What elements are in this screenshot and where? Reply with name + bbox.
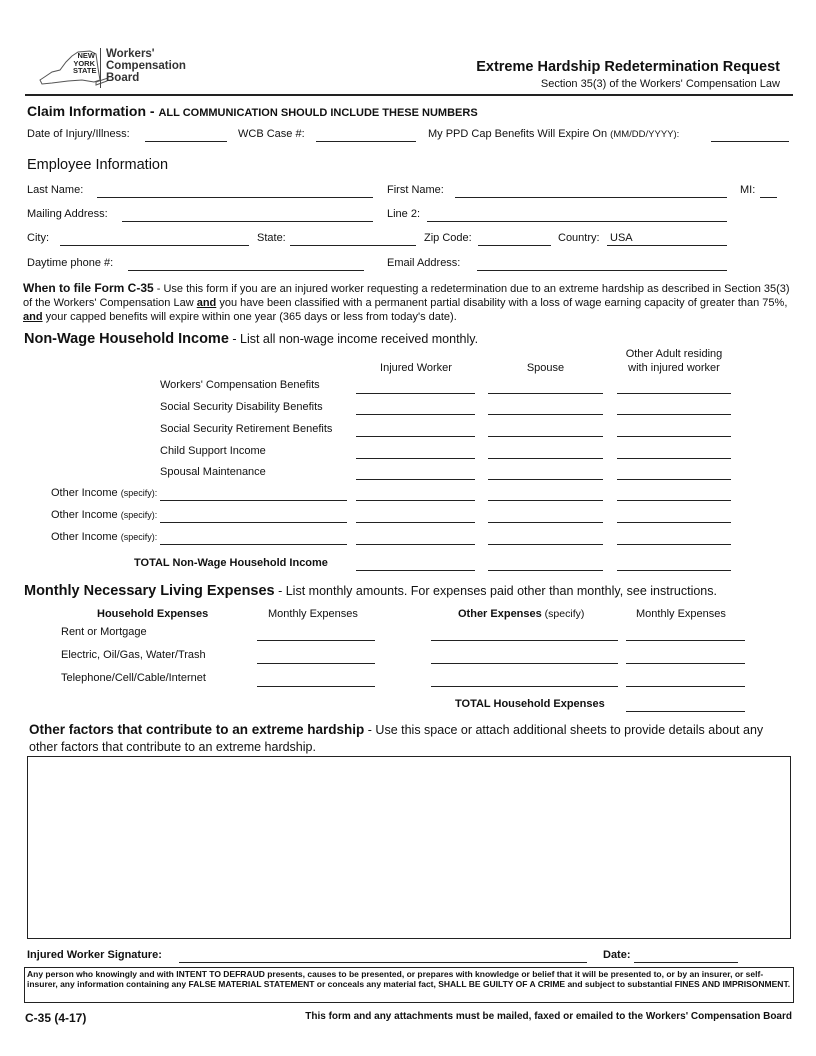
email-label: Email Address: — [387, 257, 461, 269]
mi-field[interactable] — [760, 197, 777, 198]
expense-row-label: Telephone/Cell/Cable/Internet — [61, 672, 206, 684]
monthly-expense-field[interactable] — [257, 663, 375, 664]
form-subtitle: Section 35(3) of the Workers' Compensation Law — [540, 78, 780, 90]
income-amount-field-spouse[interactable] — [488, 436, 603, 437]
col-other-expenses: Other Expenses (specify) — [458, 608, 585, 620]
signature-field[interactable] — [179, 962, 587, 963]
expense-row-label: Electric, Oil/Gas, Water/Trash — [61, 649, 206, 661]
first-name-field[interactable] — [455, 197, 727, 198]
logo-agency-line: Compensation — [106, 60, 186, 72]
income-amount-field-injured-worker[interactable] — [356, 500, 475, 501]
last-name-label: Last Name: — [27, 184, 84, 196]
expenses-section-heading: Monthly Necessary Living Expenses - List monthly amounts. For expenses paid other than monthly, see instructions. — [24, 583, 717, 599]
income-section-heading: Non-Wage Household Income - List all non-wage income received monthly. — [24, 331, 479, 347]
total-non-wage-income-label: TOTAL Non-Wage Household Income — [134, 557, 328, 569]
other-expense-specify-field[interactable] — [431, 686, 618, 687]
email-field[interactable] — [477, 270, 727, 271]
other-income-label: Other Income (specify): — [51, 531, 158, 543]
logo-state-line: YORK — [73, 58, 95, 68]
expense-row-label: Rent or Mortgage — [61, 626, 147, 638]
total-household-expenses-label: TOTAL Household Expenses — [455, 698, 605, 710]
income-amount-field-spouse[interactable] — [488, 479, 603, 480]
income-amount-field-injured-worker[interactable] — [356, 479, 475, 480]
form-title: Extreme Hardship Redetermination Request — [476, 59, 780, 75]
income-amount-field-injured-worker[interactable] — [356, 393, 475, 394]
col-other-adult: Other Adult residing with injured worker — [625, 348, 723, 374]
signature-label: Injured Worker Signature: — [27, 949, 162, 961]
income-amount-field-injured-worker[interactable] — [356, 570, 475, 571]
income-amount-field-other-adult[interactable] — [617, 414, 731, 415]
last-name-field[interactable] — [97, 197, 373, 198]
logo-agency-line: Board — [106, 72, 140, 84]
fraud-notice-text: Any person who knowingly and with INTENT TO DEFRAUD presents, causes to be presented, or prepares with knowledge or belief that it will be presented to, or by an insurer, or self-insurer, any information containing any FALSE MATERIAL STATEMENT or conceals any material fact, SHALL BE GUILTY OF A CRIME and subject to substantial FINES AND IMPRISONMENT. — [27, 969, 791, 989]
country-field[interactable] — [607, 245, 727, 246]
income-amount-field-spouse[interactable] — [488, 522, 603, 523]
nys-logo — [38, 48, 198, 94]
signature-date-label: Date: — [603, 949, 631, 961]
income-amount-field-other-adult[interactable] — [617, 500, 731, 501]
income-amount-field-injured-worker[interactable] — [356, 436, 475, 437]
other-expense-specify-field[interactable] — [431, 663, 618, 664]
col-injured-worker: Injured Worker — [380, 362, 452, 374]
income-amount-field-injured-worker[interactable] — [356, 522, 475, 523]
when-to-file-paragraph: When to file Form C-35 - Use this form if you are an injured worker requesting a redetermination due to an extreme hardship as described in Section 35(3) of the Workers' Compensation Law and you have been classified with a permanent partial disability with a loss of wage earning capacity of greater than 75%, and your capped benefits will expire within one year (365 days or less from today's date). — [23, 281, 790, 323]
state-field[interactable] — [290, 245, 416, 246]
income-amount-field-other-adult[interactable] — [617, 522, 731, 523]
form-id: C-35 (4-17) — [25, 1011, 87, 1025]
other-income-specify-field[interactable] — [160, 544, 347, 545]
date-of-injury-field[interactable] — [145, 141, 227, 142]
income-amount-field-other-adult[interactable] — [617, 479, 731, 480]
income-row-label: Social Security Retirement Benefits — [160, 423, 333, 435]
daytime-phone-field[interactable] — [128, 270, 364, 271]
income-amount-field-other-adult[interactable] — [617, 393, 731, 394]
income-amount-field-spouse[interactable] — [488, 500, 603, 501]
footer-note: This form and any attachments must be mailed, faxed or emailed to the Workers' Compensation Board — [305, 1011, 792, 1022]
header-rule — [25, 94, 793, 96]
income-amount-field-injured-worker[interactable] — [356, 414, 475, 415]
income-amount-field-spouse[interactable] — [488, 544, 603, 545]
line-2-label: Line 2: — [387, 208, 421, 220]
income-amount-field-spouse[interactable] — [488, 458, 603, 459]
country-value[interactable]: USA — [610, 232, 633, 244]
income-amount-field-other-adult[interactable] — [617, 570, 731, 571]
other-income-specify-field[interactable] — [160, 522, 347, 523]
mailing-address-field[interactable] — [122, 221, 373, 222]
monthly-expense-field[interactable] — [257, 640, 375, 641]
logo-agency-line: Workers' — [106, 48, 155, 60]
other-income-label: Other Income (specify): — [51, 487, 158, 499]
state-label: State: — [257, 232, 286, 244]
income-amount-field-injured-worker[interactable] — [356, 544, 475, 545]
total-household-expenses-field[interactable] — [626, 711, 745, 712]
logo-state-line: STATE — [73, 66, 97, 75]
fraud-notice-box — [24, 967, 794, 1003]
monthly-expense-field[interactable] — [257, 686, 375, 687]
other-monthly-expense-field[interactable] — [626, 663, 745, 664]
first-name-label: First Name: — [387, 184, 444, 196]
factors-section-heading: Other factors that contribute to an extreme hardship - Use this space or attach additional sheets to provide details about any other factors that contribute to an extreme hardship. — [29, 722, 764, 754]
zip-code-label: Zip Code: — [424, 232, 472, 244]
income-amount-field-injured-worker[interactable] — [356, 458, 475, 459]
income-amount-field-spouse[interactable] — [488, 414, 603, 415]
mi-label: MI: — [740, 184, 756, 196]
income-amount-field-other-adult[interactable] — [617, 458, 731, 459]
other-income-specify-field[interactable] — [160, 500, 347, 501]
daytime-phone-label: Daytime phone #: — [27, 257, 114, 269]
country-label: Country: — [558, 232, 600, 244]
line-2-field[interactable] — [427, 221, 727, 222]
income-row-label: Spousal Maintenance — [160, 466, 266, 478]
other-expense-specify-field[interactable] — [431, 640, 618, 641]
col-spouse: Spouse — [526, 362, 565, 374]
income-row-label: Social Security Disability Benefits — [160, 401, 323, 413]
wcb-case-field[interactable] — [316, 141, 416, 142]
date-of-injury-label: Date of Injury/Illness: — [27, 128, 130, 140]
ppd-cap-field[interactable] — [711, 141, 789, 142]
income-row-label: Child Support Income — [160, 445, 266, 457]
income-amount-field-other-adult[interactable] — [617, 544, 731, 545]
col-monthly-expenses: Monthly Expenses — [268, 608, 358, 620]
other-income-label: Other Income (specify): — [51, 509, 158, 521]
other-monthly-expense-field[interactable] — [626, 686, 745, 687]
income-row-label: Workers' Compensation Benefits — [160, 379, 320, 391]
income-amount-field-spouse[interactable] — [488, 570, 603, 571]
ppd-cap-label: My PPD Cap Benefits Will Expire On (MM/DD/YYYY): — [428, 128, 680, 140]
claim-section-heading: Claim Information - ALL COMMUNICATION SHOULD INCLUDE THESE NUMBERS — [27, 103, 478, 119]
income-amount-field-spouse[interactable] — [488, 393, 603, 394]
other-factors-textarea[interactable] — [27, 756, 791, 939]
col-monthly-expenses-2: Monthly Expenses — [636, 608, 726, 620]
other-monthly-expense-field[interactable] — [626, 640, 745, 641]
logo-state-line: NEW — [77, 51, 95, 60]
wcb-case-label: WCB Case #: — [238, 128, 305, 140]
employee-section-heading: Employee Information — [27, 157, 169, 173]
mailing-address-label: Mailing Address: — [27, 208, 108, 220]
col-household-expenses: Household Expenses — [97, 608, 209, 620]
city-label: City: — [27, 232, 49, 244]
city-field[interactable] — [60, 245, 249, 246]
zip-code-field[interactable] — [478, 245, 551, 246]
income-amount-field-other-adult[interactable] — [617, 436, 731, 437]
signature-date-field[interactable] — [634, 962, 738, 963]
